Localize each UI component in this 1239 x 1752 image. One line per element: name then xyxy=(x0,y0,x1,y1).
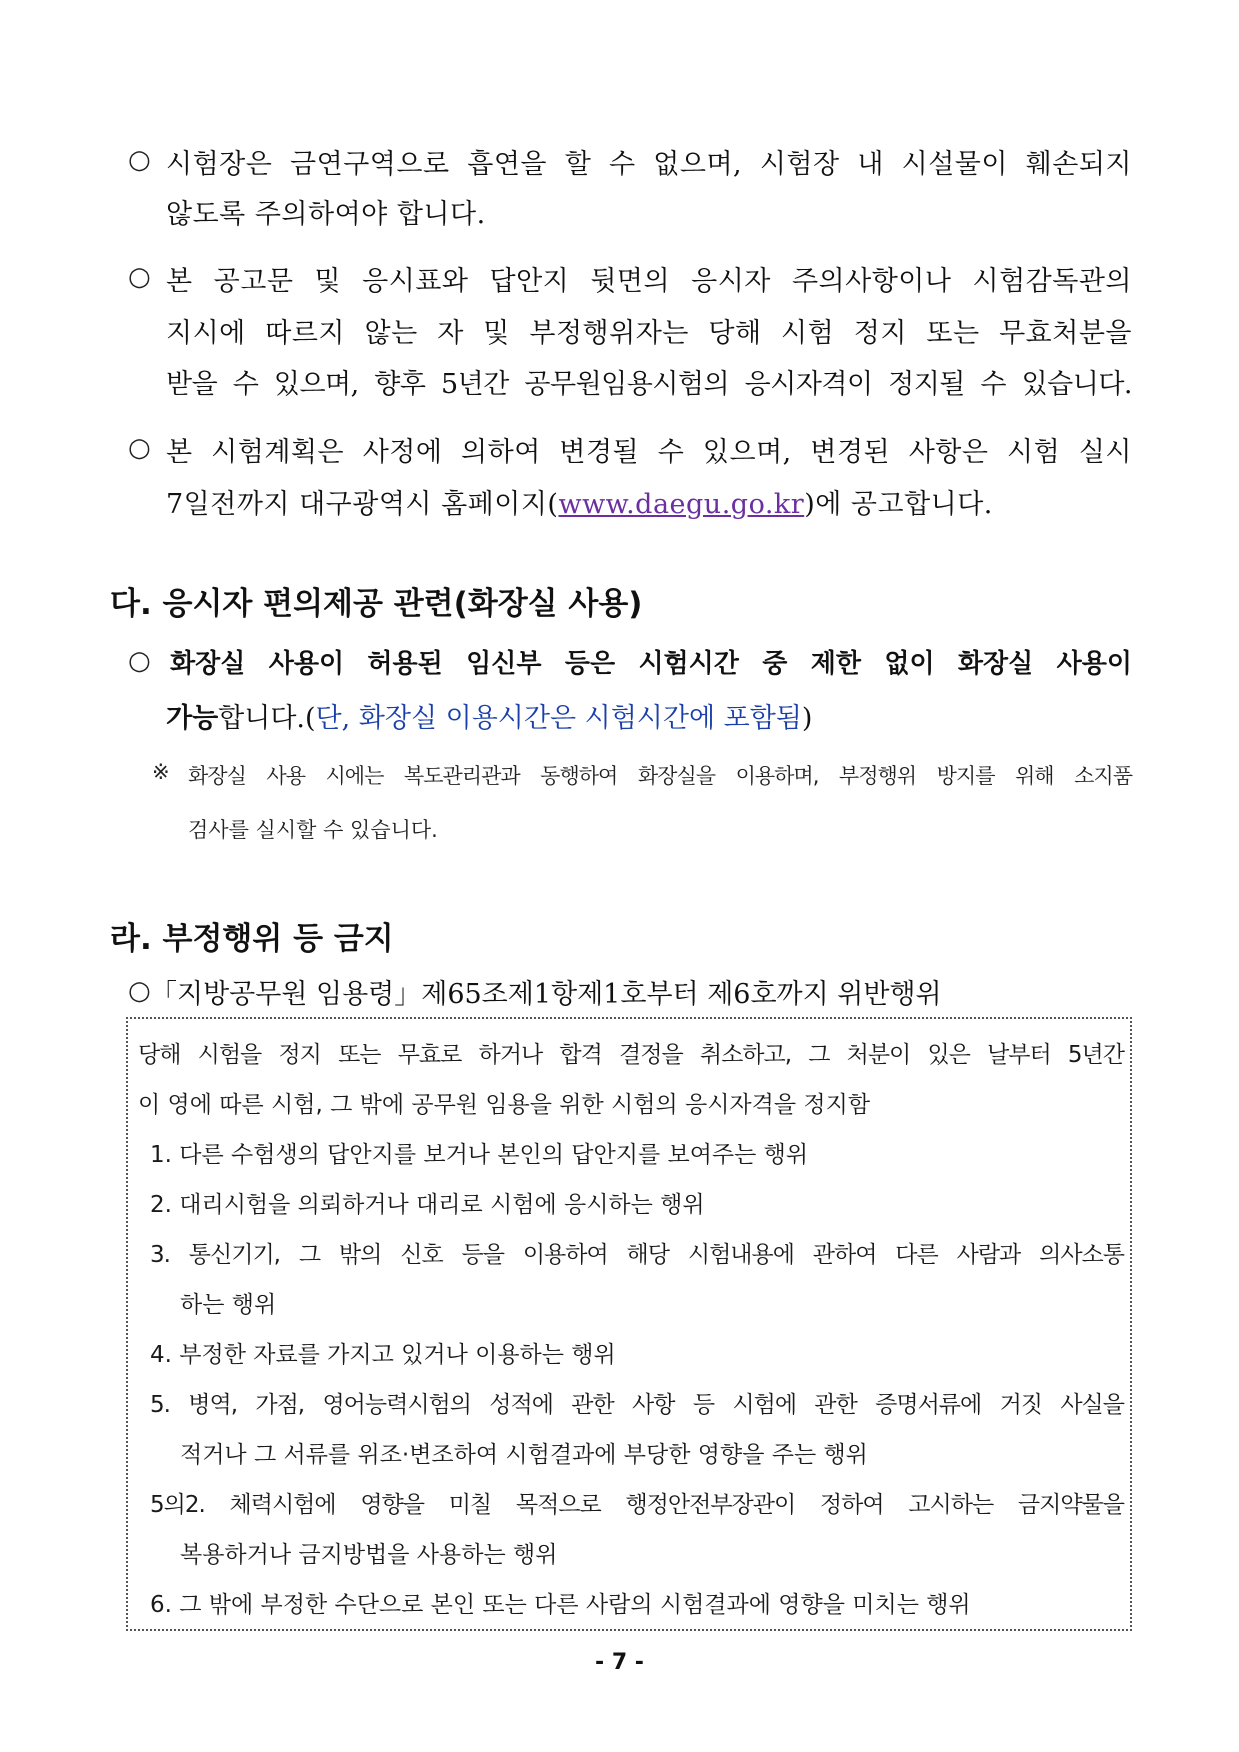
page-number: - 7 - xyxy=(595,1650,644,1675)
box-item4: 4. 부정한 자료를 가지고 있거나 이용하는 행위 xyxy=(150,1342,616,1368)
box-item5-2a: 5의2. 체력시험에 영향을 미칠 목적으로 행정안전부장관이 정하여 고시하는 금지약물을 xyxy=(150,1492,1124,1518)
note-line1: 화장실 사용 시에는 복도관리관과 동행하여 화장실을 이용하며, 부정행위 방지를 위해 소지품 xyxy=(188,764,1132,788)
para3-line2 xyxy=(166,482,993,521)
box-intro1: 당해 시험을 정지 또는 무효로 하거나 합격 결정을 취소하고, 그 처분이 있은 날부터 5년간 xyxy=(138,1042,1124,1068)
para3-line1: 본 시험계획은 사정에 의하여 변경될 수 있으며, 변경된 사항은 시험 실시 xyxy=(166,437,1132,468)
para3-line2-pre: 7일전까지 대구광역시 홈페이지( xyxy=(166,489,559,520)
section-da-line2 xyxy=(166,696,812,735)
note-mark: ※ xyxy=(152,760,170,784)
para2-line2: 지시에 따르지 않는 자 및 부정행위자는 당해 시험 정지 또는 무효처분을 xyxy=(166,318,1132,349)
box-item3b: 하는 행위 xyxy=(180,1292,277,1318)
section-da-line2-close: ) xyxy=(801,703,813,734)
box-item3a: 3. 통신기기, 그 밖의 신호 등을 이용하여 해당 시험내용에 관하여 다른 사람과 의사소통 xyxy=(150,1242,1124,1268)
section-da-heading: 다. 응시자 편의제공 관련(화장실 사용) xyxy=(110,586,643,622)
box-item6: 6. 그 밖에 부정한 수단으로 본인 또는 다른 사람의 시험결과에 영향을 미치는 행위 xyxy=(150,1592,971,1618)
bullet-icon: ○ xyxy=(128,145,151,175)
para2-line3: 받을 수 있으며, 향후 5년간 공무원임용시험의 응시자격이 정지될 수 있습니다. xyxy=(166,369,1132,400)
box-item5b: 적거나 그 서류를 위조·변조하여 시험결과에 부당한 영향을 주는 행위 xyxy=(180,1442,868,1468)
bullet-icon: ○ xyxy=(128,976,151,1006)
box-item5a: 5. 병역, 가점, 영어능력시험의 성적에 관한 사항 등 시험에 관한 증명서류에 거짓 사실을 xyxy=(150,1392,1124,1418)
box-item5-2b: 복용하거나 금지방법을 사용하는 행위 xyxy=(180,1542,558,1568)
para2-line1: 본 공고문 및 응시표와 답안지 뒷면의 응시자 주의사항이나 시험감독관의 xyxy=(166,266,1132,297)
section-da-line2-blue: 단, 화장실 이용시간은 시험시간에 포함됨 xyxy=(315,703,802,734)
section-ra-heading: 라. 부정행위 등 금지 xyxy=(110,921,394,957)
bullet-icon: ○ xyxy=(128,262,151,292)
box-intro2: 이 영에 따른 시험, 그 밖에 공무원 임용을 위한 시험의 응시자격을 정지함 xyxy=(138,1092,871,1118)
para1-line1: 시험장은 금연구역으로 흡연을 할 수 없으며, 시험장 내 시설물이 훼손되지 xyxy=(166,149,1132,180)
section-da-line1: 화장실 사용이 허용된 임신부 등은 시험시간 중 제한 없이 화장실 사용이 xyxy=(170,649,1132,679)
bullet-icon: ○ xyxy=(128,646,151,676)
section-da-line2-normal: 합니다.( xyxy=(218,703,316,734)
section-da-line2-bold: 가능 xyxy=(166,703,219,734)
note-line2: 검사를 실시할 수 있습니다. xyxy=(188,818,438,842)
box-item1: 1. 다른 수험생의 답안지를 보거나 본인의 답안지를 보여주는 행위 xyxy=(150,1142,809,1168)
section-ra-sub: 「지방공무원 임용령」제65조제1항제1호부터 제6호까지 위반행위 xyxy=(150,979,942,1010)
bullet-icon: ○ xyxy=(128,433,151,463)
box-item2: 2. 대리시험을 의뢰하거나 대리로 시험에 응시하는 행위 xyxy=(150,1192,705,1218)
homepage-link[interactable]: www.daegu.go.kr xyxy=(558,489,805,520)
para3-line2-post: )에 공고합니다. xyxy=(804,489,993,520)
para1-line2: 않도록 주의하여야 합니다. xyxy=(166,199,486,230)
